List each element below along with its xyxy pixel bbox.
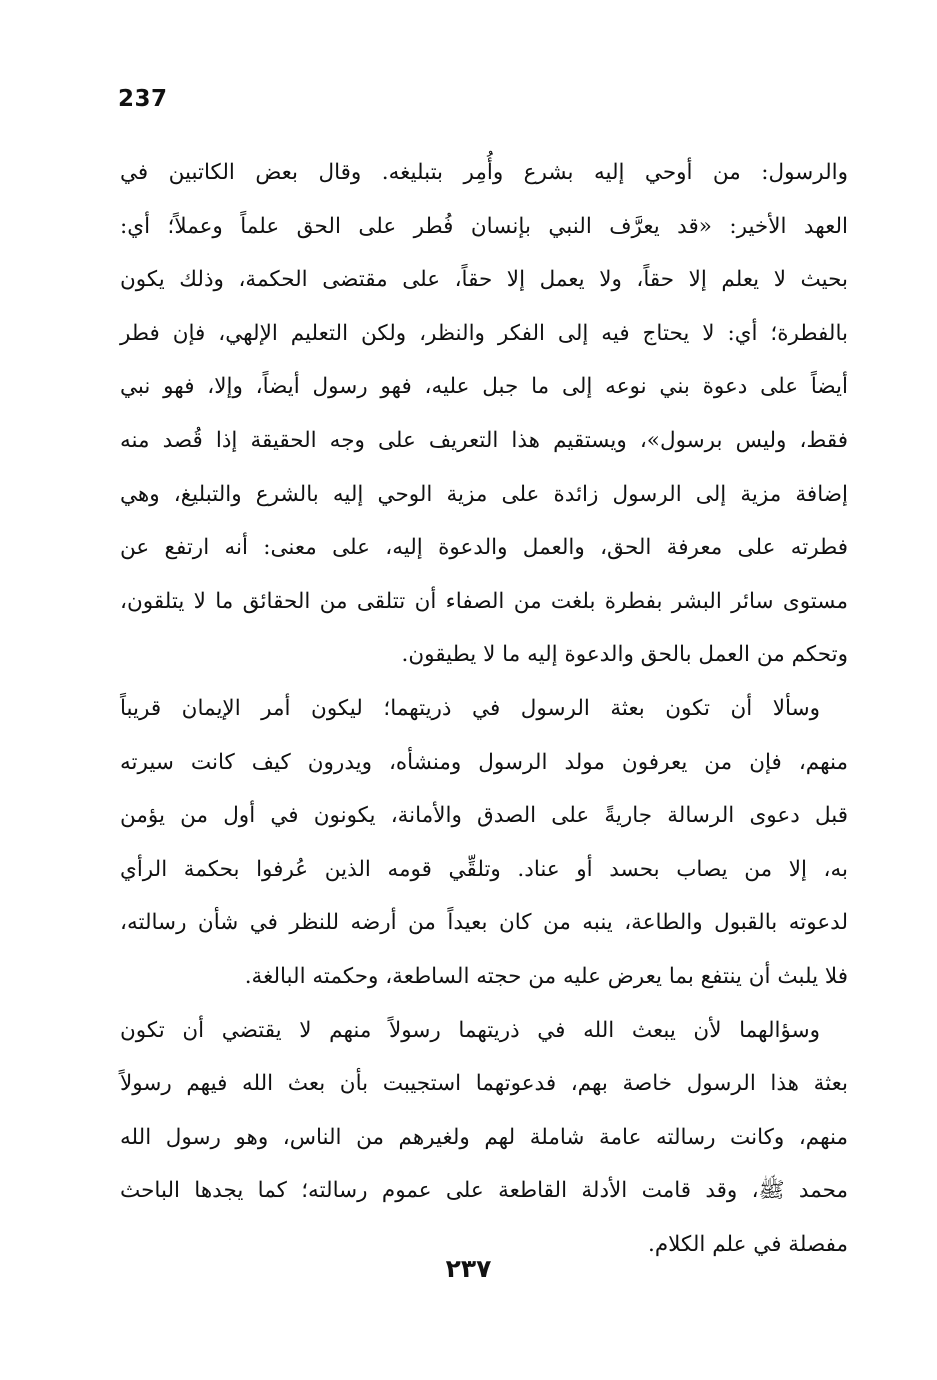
- text-line: منهم، وكانت رسالته عامة شاملة لهم ولغيرهم من الناس، وهو رسول الله: [120, 1124, 848, 1150]
- paragraph-1: [120, 146, 848, 682]
- text-line: بالفطرة؛ أي: لا يحتاج فيه إلى الفكر والنظر، ولكن التعليم الإلهي، فإن فطر: [120, 320, 848, 346]
- text-line: أيضاً على دعوة بني نوعه إلى ما جبل عليه، فهو رسول أيضاً، وإلا، فهو نبي: [120, 374, 848, 400]
- text-line: إضافة مزية إلى الرسول زائدة على مزية الوحي إليه بالشرع والتبليغ، وهي: [120, 481, 848, 507]
- text-line: فطرته على معرفة الحق، والعمل والدعوة إليه، على معنى: أنه ارتفع عن: [120, 535, 848, 561]
- text-line: فلا يلبث أن ينتفع بما يعرض عليه من حجته الساطعة، وحكمته البالغة.: [244, 963, 848, 989]
- text-line: والرسول: من أوحي إليه بشرع وأُمِر بتبليغه. وقال بعض الكاتبين في: [120, 160, 848, 185]
- text-line: مستوى سائر البشر بفطرة بلغت من الصفاء أن تتلقى من الحقائق ما لا يتلقون،: [120, 588, 848, 614]
- page-number-header: 237: [118, 86, 168, 112]
- text-line: العهد الأخير: «قد يعرَّف النبي بإنسان فُطر على الحق علماً وعملاً؛ أي:: [120, 213, 848, 239]
- text-line: مفصلة في علم الكلام.: [647, 1231, 848, 1257]
- body-text: [120, 146, 848, 1271]
- text-line: فقط، وليس برسول»، ويستقيم هذا التعريف على وجه الحقيقة إذا قُصد منه: [120, 427, 848, 453]
- paragraph-2: [120, 682, 848, 1004]
- text-line: به، إلا من يصاب بحسد أو عناد. وتلقِّي قومه الذين عُرفوا بحكمة الرأي: [120, 856, 848, 882]
- text-line: قبل دعوى الرسالة جاريةً على الصدق والأمانة، يكونون في أول من يؤمن: [120, 803, 848, 829]
- text-line: بعثة هذا الرسول خاصة بهم، فدعوتهما استجيبت بأن بعث الله فيهم رسولاً: [120, 1071, 848, 1097]
- text-line: وسؤالهما لأن يبعث الله في ذريتهما رسولاً منهم لا يقتضي أن تكون: [120, 1017, 820, 1043]
- text-line: وسألا أن تكون بعثة الرسول في ذريتهما؛ ليكون أمر الإيمان قريباً: [120, 695, 820, 721]
- page-number-footer: ٢٣٧: [445, 1254, 492, 1283]
- text-line: بحيث لا يعلم إلا حقاً، ولا يعمل إلا حقاً، على مقتضى الحكمة، وذلك يكون: [120, 267, 848, 293]
- text-line: لدعوته بالقبول والطاعة، ينبه من كان بعيداً من أرضه للنظر في شأن رسالته،: [120, 910, 848, 936]
- text-line: محمد ﷺ، وقد قامت الأدلة القاطعة على عموم رسالته؛ كما يجدها الباحث: [120, 1178, 848, 1204]
- text-line: وتحكم من العمل بالحق والدعوة إليه ما لا يطيقون.: [401, 642, 848, 668]
- text-line: منهم، فإن من يعرفون مولد الرسول ومنشأه، ويدرون كيف كانت سيرته: [120, 749, 848, 775]
- paragraph-3: [120, 1004, 848, 1272]
